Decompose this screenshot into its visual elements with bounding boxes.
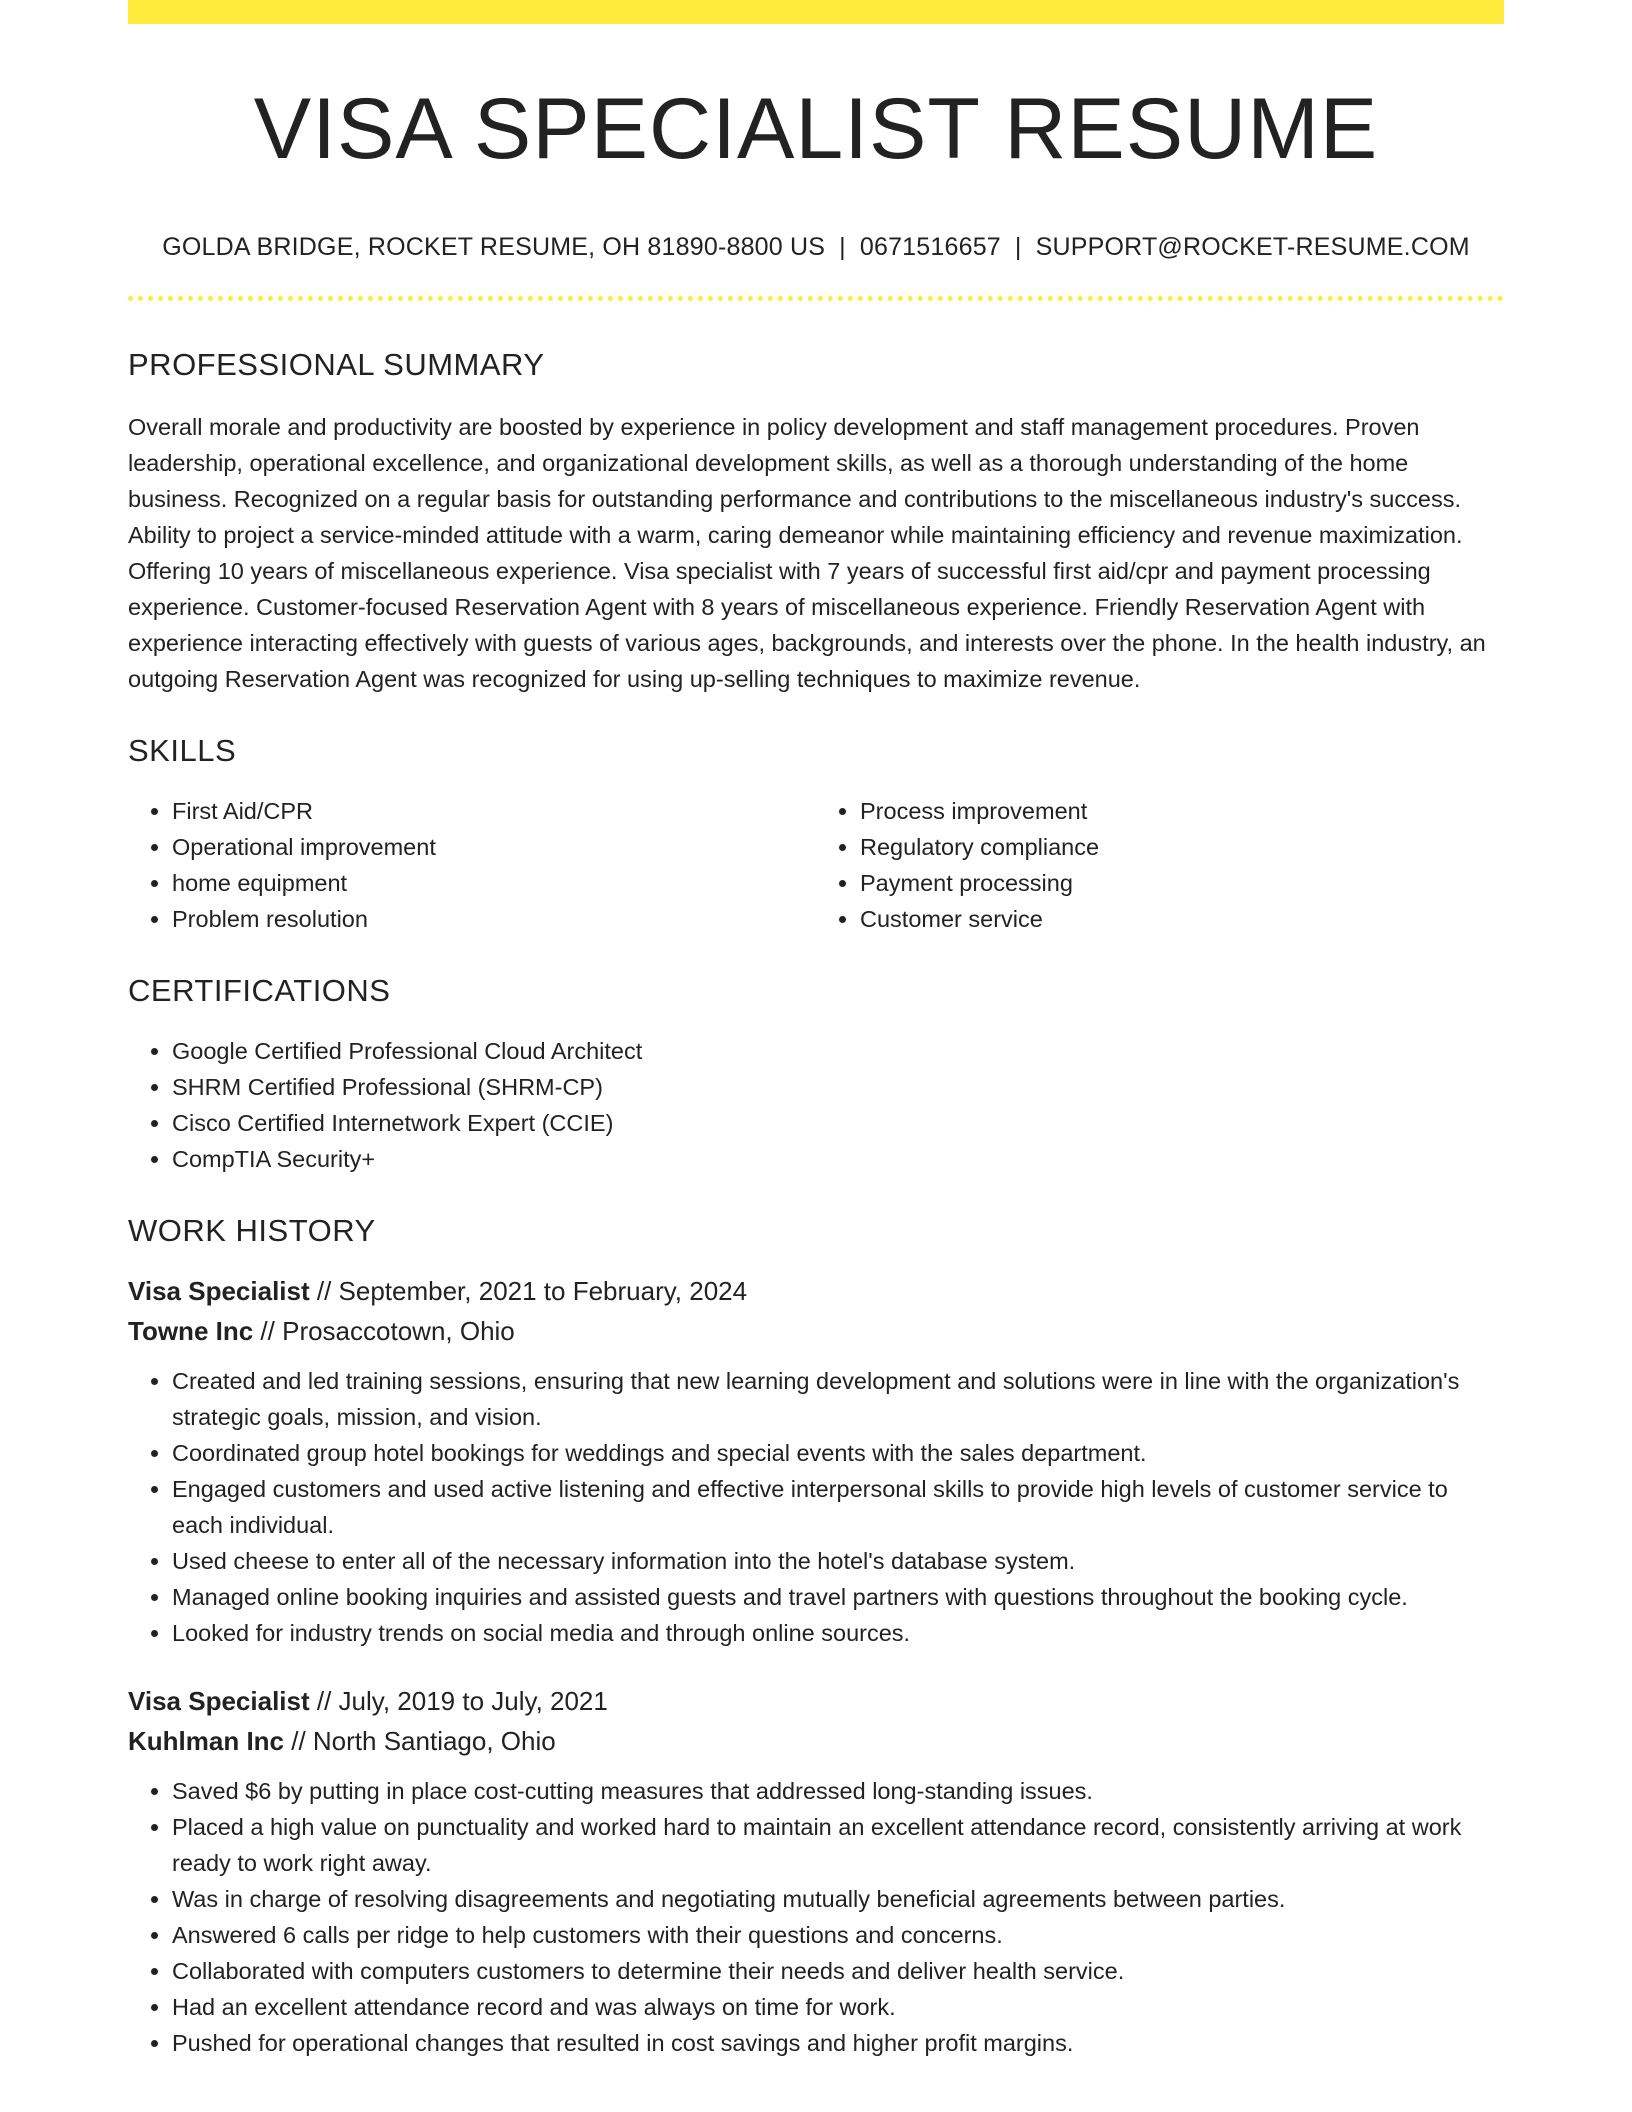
skill-item: • Problem resolution: [172, 901, 816, 937]
job-bullet: • Placed a high value on punctuality and worked hard to maintain an excellent attendance record, consistently arriving at work ready to work right away.: [172, 1809, 1504, 1881]
skills-list: [128, 793, 1504, 937]
skill-item: • Process improvement: [860, 793, 1504, 829]
skill-item: • First Aid/CPR: [172, 793, 816, 829]
job-bullet: • Collaborated with computers customers to determine their needs and deliver health service.: [172, 1953, 1504, 1989]
job-bullet: • Was in charge of resolving disagreements and negotiating mutually beneficial agreements between parties.: [172, 1881, 1504, 1917]
resume-page: [128, 0, 1504, 2061]
job-bullet: • Coordinated group hotel bookings for weddings and special events with the sales department.: [172, 1435, 1504, 1471]
certification-item: • CompTIA Security+: [172, 1141, 1504, 1177]
job-bullet: • Had an excellent attendance record and was always on time for work.: [172, 1989, 1504, 2025]
job-bullet: • Managed online booking inquiries and assisted guests and travel partners with questions throughout the booking cycle.: [172, 1579, 1504, 1615]
job-title-line: [128, 1681, 1504, 1721]
contact-email: SUPPORT@ROCKET-RESUME.COM: [1035, 232, 1470, 261]
job-title-line: [128, 1271, 1504, 1311]
job-dates: // September, 2021 to February, 2024: [309, 1275, 748, 1306]
job-title: Visa Specialist: [128, 1685, 310, 1716]
job-bullet: • Engaged customers and used active listening and effective interpersonal skills to provide high levels of customer service to each individual.: [172, 1471, 1504, 1543]
company-location: // North Santiago, Ohio: [284, 1725, 556, 1756]
summary-heading: PROFESSIONAL SUMMARY: [128, 346, 545, 382]
certifications-list: [128, 1033, 1504, 1177]
job-bullet: • Answered 6 calls per ridge to help customers with their questions and concerns.: [172, 1917, 1504, 1953]
contact-separator: |: [1014, 232, 1022, 261]
certification-item: • Cisco Certified Internetwork Expert (CCIE): [172, 1105, 1504, 1141]
skills-heading: SKILLS: [128, 732, 237, 768]
company-name: Towne Inc: [128, 1315, 254, 1346]
skill-item: • home equipment: [172, 865, 816, 901]
work-history-heading: WORK HISTORY: [128, 1212, 376, 1248]
contact-line: [128, 233, 1504, 262]
company-location: // Prosaccotown, Ohio: [253, 1315, 515, 1346]
job-bullets: [128, 1363, 1504, 1651]
job-bullet: • Looked for industry trends on social media and through online sources.: [172, 1615, 1504, 1651]
job-title: Visa Specialist: [128, 1275, 310, 1306]
certification-item: • Google Certified Professional Cloud Architect: [172, 1033, 1504, 1069]
contact-phone: 0671516657: [859, 232, 1001, 261]
job-bullet: • Saved $6 by putting in place cost-cutting measures that addressed long-standing issues.: [172, 1773, 1504, 1809]
dotted-divider: [128, 296, 1504, 301]
certification-item: • SHRM Certified Professional (SHRM-CP): [172, 1069, 1504, 1105]
job-bullet: • Used cheese to enter all of the necessary information into the hotel's database system.: [172, 1543, 1504, 1579]
contact-address: GOLDA BRIDGE, ROCKET RESUME, OH 81890-8800 US: [162, 232, 826, 261]
skill-item: • Operational improvement: [172, 829, 816, 865]
skill-item: • Regulatory compliance: [860, 829, 1504, 865]
job-entry: [128, 1681, 1504, 2061]
job-entry: [128, 1271, 1504, 1651]
skills-left-column: [128, 793, 816, 937]
contact-separator: |: [839, 232, 846, 261]
summary-text: Overall morale and productivity are boosted by experience in policy development and staff management procedures. Proven leadership, operational excellence, and organizational development skills, as well as a thorough understanding of the home business. Recognized on a regular basis for outstanding performance and contributions to the miscellaneous industry's success. Ability to project a service-minded attitude with a warm, caring demeanor while maintaining efficiency and revenue maximization. Offering 10 years of miscellaneous experience. Visa specialist with 7 years of successful first aid/cpr and payment processing experience. Customer-focused Reservation Agent with 8 years of miscellaneous experience. Friendly Reservation Agent with experience interacting effectively with guests of various ages, backgrounds, and interests over the phone. In the health industry, an outgoing Reservation Agent was recognized for using up-selling techniques to maximize revenue.: [128, 413, 1486, 692]
company-line: [128, 1721, 1504, 1761]
job-dates: // July, 2019 to July, 2021: [309, 1685, 608, 1716]
top-accent-bar: [128, 0, 1504, 24]
certifications-heading: CERTIFICATIONS: [128, 972, 391, 1008]
job-bullet: • Pushed for operational changes that resulted in cost savings and higher profit margins.: [172, 2025, 1504, 2061]
company-line: [128, 1311, 1504, 1351]
job-bullet: • Created and led training sessions, ensuring that new learning development and solutions were in line with the organization's strategic goals, mission, and vision.: [172, 1363, 1504, 1435]
skill-item: • Payment processing: [860, 865, 1504, 901]
skill-item: • Customer service: [860, 901, 1504, 937]
company-name: Kuhlman Inc: [128, 1725, 285, 1756]
skills-right-column: [816, 793, 1504, 937]
resume-title: VISA SPECIALIST RESUME: [253, 81, 1379, 177]
job-bullets: [128, 1773, 1504, 2061]
